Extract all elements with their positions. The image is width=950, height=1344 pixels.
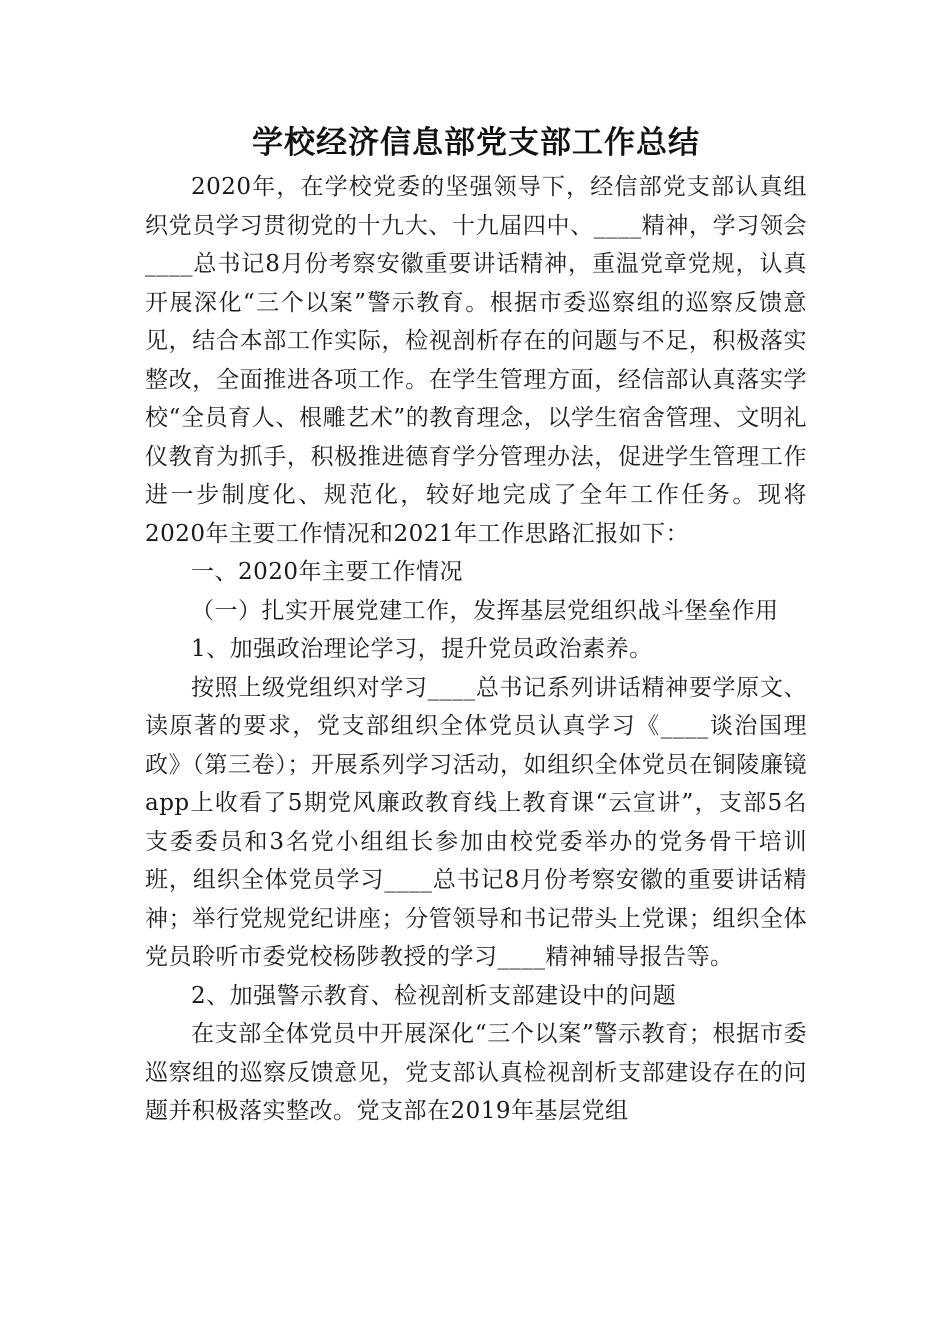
section-heading-1: 一、2020年主要工作情况 bbox=[191, 559, 464, 585]
document-title: 学校经济信息部党支部工作总结 bbox=[252, 125, 700, 161]
item-heading-1: 1、加强政治理论学习，提升党员政治素养。 bbox=[191, 636, 653, 662]
document-body bbox=[145, 168, 807, 1131]
item-heading-2: 2、加强警示教育、检视剖析支部建设中的问题 bbox=[191, 982, 677, 1009]
item-paragraph-1: 按照上级党组织对学习____总书记系列讲话精神要学原文、读原著的要求，党支部组织全体党员认真学习《____谈治国理政》（第三卷）；开展系列学习活动，如组织全体党员在铜陵廉镜app上收看了5期党风廉政教育线上教育课“云宣讲”，支部5名支委委员和3名党小组组长参加由校党委举办的党务骨干培训班，组织全体党员学习____总书记8月份考察安徽的重要讲话精神；举行党规党纪讲座；分管领导和书记带头上党课；组织全体党员聆听市委党校杨陟教授的学习____精神辅导报告等。 bbox=[145, 674, 807, 970]
intro-paragraph: 2020年，在学校党委的坚强领导下，经信部党支部认真组织党员学习贯彻党的十九大、十九届四中、____精神，学习领会____总书记8月份考察安徽重要讲话精神，重温党章党规，认真开展深化“三个以案”警示教育。根据市委巡察组的巡察反馈意见，结合本部工作实际，检视剖析存在的问题与不足，积极落实整改，全面推进各项工作。在学生管理方面，经信部认真落实学校“全员育人、根雕艺术”的教育理念，以学生宿舍管理、文明礼仪教育为抓手，积极推进德育学分管理办法，促进学生管理工作进一步制度化、规范化，较好地完成了全年工作任务。现将2020年主要工作情况和2021年工作思路汇报如下： bbox=[145, 174, 807, 547]
subsection-heading-1: （一）扎实开展党建工作，发挥基层党组织战斗堡垒作用 bbox=[191, 597, 779, 624]
item-paragraph-2: 在支部全体党员中开展深化“三个以案”警示教育；根据市委巡察组的巡察反馈意见，党支部认真检视剖析支部建设存在的问题并积极落实整改。党支部在2019年基层党组 bbox=[145, 1021, 807, 1124]
document-page bbox=[145, 118, 807, 1131]
